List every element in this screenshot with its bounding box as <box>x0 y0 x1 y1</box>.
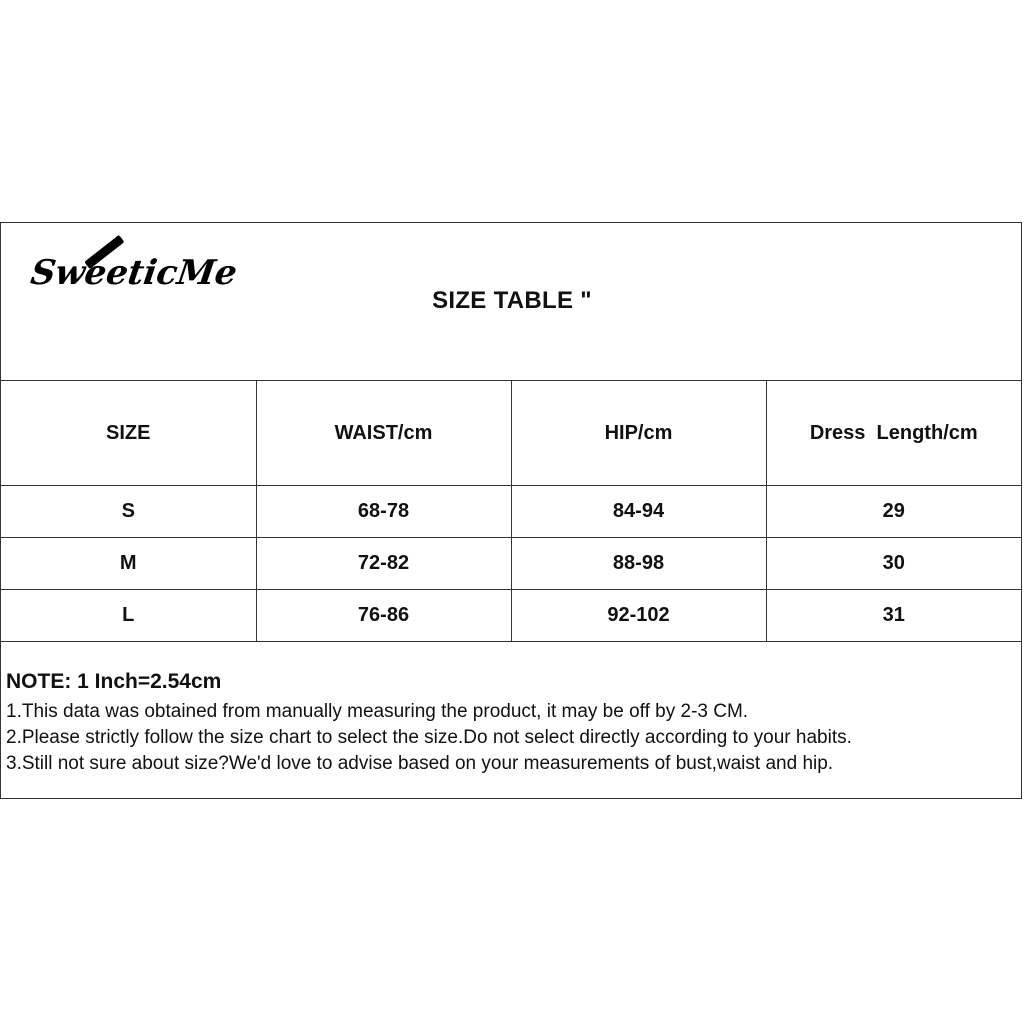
size-chart-sheet <box>0 222 1022 799</box>
cell-size: L <box>1 590 256 642</box>
column-header-dress-length: Dress Length/cm <box>766 381 1021 486</box>
cell-hip: 92-102 <box>511 590 766 642</box>
cell-dress-length: 30 <box>766 538 1021 590</box>
table-row <box>1 590 1021 642</box>
cell-hip: 88-98 <box>511 538 766 590</box>
cell-dress-length: 29 <box>766 486 1021 538</box>
note-line-2: 2.Please strictly follow the size chart to select the size.Do not select directly according to your habits. <box>6 727 852 748</box>
cell-dress-length: 31 <box>766 590 1021 642</box>
cell-waist: 72-82 <box>256 538 511 590</box>
page-title: SIZE TABLE " <box>432 287 592 314</box>
table-row <box>1 486 1021 538</box>
table-row <box>1 538 1021 590</box>
size-table <box>1 380 1021 642</box>
notes-section <box>6 668 1016 777</box>
cell-size: M <box>1 538 256 590</box>
logo-wordmark: SweeticMe <box>28 253 240 293</box>
table-header-row <box>1 381 1021 486</box>
column-header-waist: WAIST/cm <box>256 381 511 486</box>
note-heading: NOTE: 1 Inch=2.54cm <box>6 670 222 693</box>
column-header-size: SIZE <box>1 381 256 486</box>
cell-waist: 76-86 <box>256 590 511 642</box>
cell-waist: 68-78 <box>256 486 511 538</box>
column-header-hip: HIP/cm <box>511 381 766 486</box>
cell-size: S <box>1 486 256 538</box>
cell-hip: 84-94 <box>511 486 766 538</box>
note-line-3: 3.Still not sure about size?We'd love to advise based on your measurements of bust,waist and hip. <box>6 753 834 774</box>
chart-header <box>1 223 1021 381</box>
note-line-1: 1.This data was obtained from manually measuring the product, it may be off by 2-3 CM. <box>6 701 749 722</box>
